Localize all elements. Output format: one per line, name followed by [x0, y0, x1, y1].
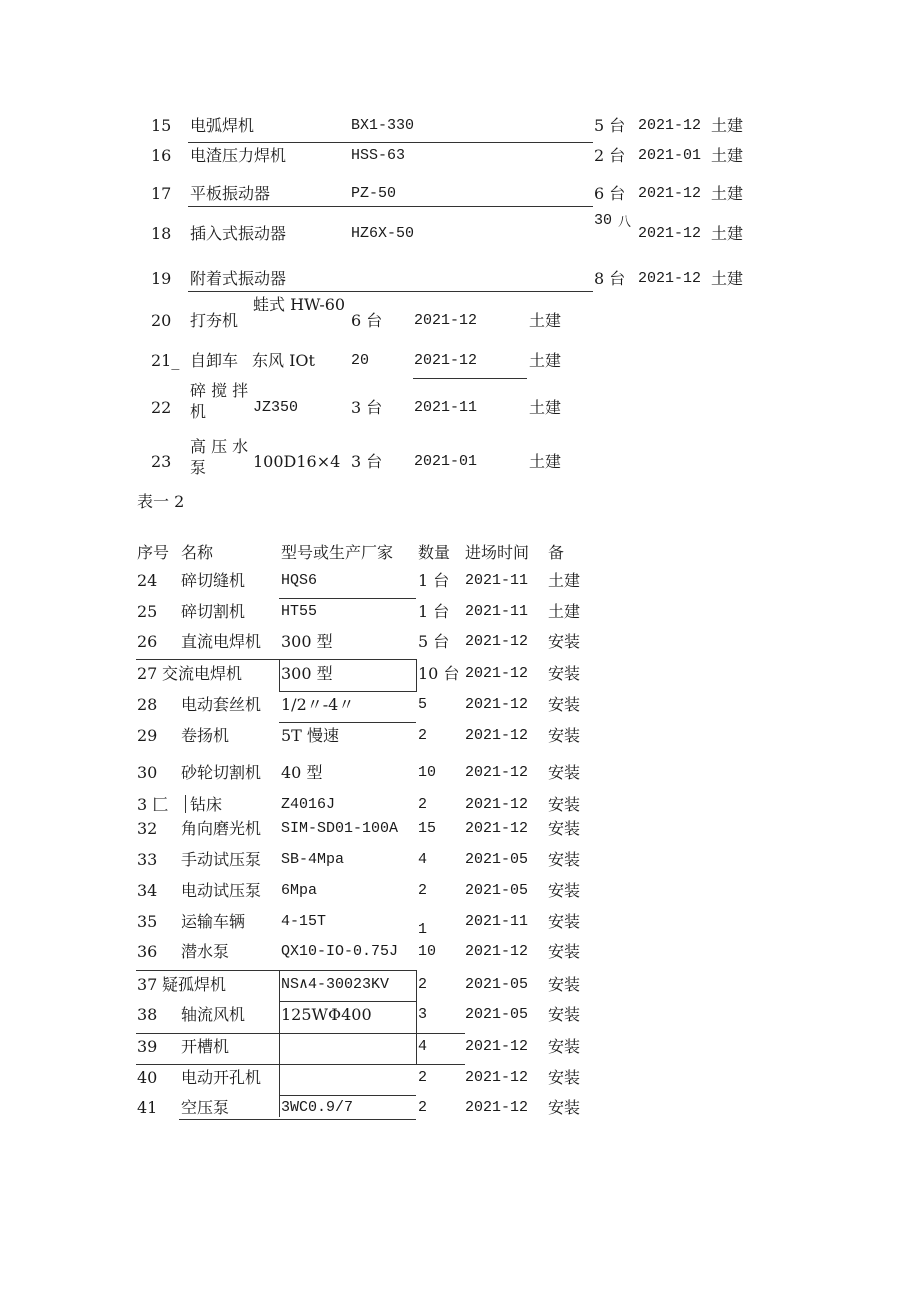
rule-line — [279, 1002, 280, 1117]
row-qty: 2 — [418, 796, 428, 813]
row-model: HQS6 — [281, 572, 318, 589]
header-qty: 数量 — [418, 543, 451, 562]
row-note: 安装 — [548, 1098, 581, 1117]
rule-line — [413, 378, 527, 379]
row-date: 2021-05 — [465, 1006, 529, 1023]
row-name: 角向磨光机 — [181, 819, 262, 838]
row-note: 安装 — [548, 850, 581, 869]
row-qty-suffix: 八 — [618, 215, 632, 230]
row-name: 打夯机 — [190, 311, 239, 330]
row-note: 土建 — [711, 116, 744, 135]
row-model: 125WΦ400 — [281, 1005, 372, 1024]
row-note: 安装 — [548, 1037, 581, 1056]
rule-line — [188, 291, 593, 292]
row-model: NS∧4-30023KV — [281, 976, 390, 993]
rule-line — [279, 598, 416, 599]
row-date: 2021-12 — [465, 796, 529, 813]
row-qty: 20 — [351, 352, 370, 369]
row-no: 41 — [137, 1098, 158, 1117]
header-date: 进场时间 — [465, 543, 530, 562]
row-no: 19 — [151, 269, 172, 288]
row-qty: 10 — [418, 764, 437, 781]
row-no: 26 — [137, 632, 158, 651]
row-name: 轴流风机 — [181, 1005, 246, 1024]
row-note: 安装 — [548, 664, 581, 683]
row-date: 2021-12 — [465, 727, 529, 744]
row-date: 2021-12 — [638, 270, 702, 287]
row-qty: 30 — [594, 212, 613, 229]
rule-line — [188, 142, 593, 143]
row-no: 27 — [137, 664, 158, 683]
rule-line — [136, 1033, 465, 1034]
row-note: 土建 — [711, 224, 744, 243]
row-note: 土建 — [529, 398, 562, 417]
row-model: 蛙式 HW-60 — [253, 295, 346, 314]
row-model: 40 型 — [281, 763, 323, 782]
header-model: 型号或生产厂家 — [281, 543, 394, 562]
row-name: 电弧焊机 — [190, 116, 255, 135]
row-name: 交流电焊机 — [162, 664, 243, 683]
row-name: 电动套丝机 — [181, 695, 262, 714]
row-no: 3 匚 — [137, 795, 169, 814]
row-name-line2: 机 — [190, 402, 207, 421]
row-no: 20 — [151, 311, 172, 330]
row-date: 2021-12 — [465, 820, 529, 837]
rule-line — [136, 1064, 465, 1065]
row-note: 安装 — [548, 912, 581, 931]
row-date: 2021-12 — [465, 665, 529, 682]
row-date: 2021-05 — [465, 976, 529, 993]
row-name: 手动试压泵 — [181, 850, 262, 869]
row-qty: 10 — [418, 943, 437, 960]
row-name: 自卸车 — [190, 351, 239, 370]
row-date: 2021-12 — [414, 312, 478, 329]
row-model: 300 型 — [281, 632, 333, 651]
row-qty: 2 — [418, 882, 428, 899]
row-name: 平板振动器 — [190, 184, 271, 203]
row-date: 2021-12 — [465, 1069, 529, 1086]
header-note: 备 — [548, 543, 565, 562]
row-note: 安装 — [548, 881, 581, 900]
row-date: 2021-11 — [465, 603, 529, 620]
row-date: 2021-12 — [638, 117, 702, 134]
row-note: 安装 — [548, 1068, 581, 1087]
row-date: 2021-12 — [465, 633, 529, 650]
row-date: 2021-12 — [465, 1099, 529, 1116]
row-qty: 2 台 — [594, 146, 626, 165]
row-name-line1: 碎 搅 拌 — [190, 381, 249, 400]
row-name: 空压泵 — [181, 1098, 230, 1117]
row-date: 2021-12 — [465, 696, 529, 713]
row-name: 开槽机 — [181, 1037, 230, 1056]
row-qty: 2 — [418, 1099, 428, 1116]
row-note: 安装 — [548, 763, 581, 782]
row-qty: 8 台 — [594, 269, 626, 288]
rule-line — [136, 659, 279, 660]
row-no: 29 — [137, 726, 158, 745]
row-model: 1/2〃-4〃 — [281, 695, 355, 714]
header-name: 名称 — [181, 543, 214, 562]
row-no: 17 — [151, 184, 172, 203]
row-name: 疑孤焊机 — [162, 975, 227, 994]
row-model: HZ6X-50 — [351, 225, 415, 242]
row-no: 16 — [151, 146, 172, 165]
row-no: 25 — [137, 602, 158, 621]
row-note: 安装 — [548, 975, 581, 994]
row-date: 2021-05 — [465, 851, 529, 868]
row-date: 2021-11 — [465, 572, 529, 589]
row-model: BX1-330 — [351, 117, 415, 134]
row-no: 18 — [151, 224, 172, 243]
row-no: 36 — [137, 942, 158, 961]
row-name: 碎切缝机 — [181, 571, 246, 590]
row-name-line2: 泵 — [190, 458, 207, 477]
header-no: 序号 — [137, 543, 170, 562]
row-qty: 3 — [418, 1006, 428, 1023]
row-date: 2021-12 — [638, 185, 702, 202]
row-qty: 6 台 — [594, 184, 626, 203]
row-no: 32 — [137, 819, 158, 838]
row-name: 卷扬机 — [181, 726, 230, 745]
row-note: 土建 — [548, 602, 581, 621]
row-name: 电动试压泵 — [181, 881, 262, 900]
row-note: 土建 — [548, 571, 581, 590]
row-note: 安装 — [548, 1005, 581, 1024]
row-model: 100D16×4 — [253, 452, 341, 471]
row-model: QX10-IO-0.75J — [281, 943, 399, 960]
row-qty: 2 — [418, 976, 428, 993]
row-no: 22 — [151, 398, 172, 417]
row-model: 6Mpa — [281, 882, 318, 899]
row-no: 33 — [137, 850, 158, 869]
row-no: 40 — [137, 1068, 158, 1087]
row-model: Z4016J — [281, 796, 336, 813]
rule-line — [188, 206, 593, 207]
row-model: 5T 慢速 — [281, 726, 339, 745]
row-note: 安装 — [548, 795, 581, 814]
row-no: 28 — [137, 695, 158, 714]
row-date: 2021-12 — [638, 225, 702, 242]
row-model: 东风 IOt — [252, 351, 315, 370]
rule-line — [185, 795, 186, 813]
row-date: 2021-01 — [638, 147, 702, 164]
row-name: 附着式振动器 — [190, 269, 287, 288]
rule-line — [279, 722, 416, 723]
row-no: 30 — [137, 763, 158, 782]
row-name: 潜水泵 — [181, 942, 230, 961]
row-no: 35 — [137, 912, 158, 931]
row-no: 39 — [137, 1037, 158, 1056]
row-name-line1: 高 压 水 — [190, 437, 249, 456]
row-name: 插入式振动器 — [190, 224, 287, 243]
rule-line — [279, 1095, 416, 1096]
rule-line — [136, 970, 279, 971]
row-name: 电动开孔机 — [181, 1068, 262, 1087]
row-note: 土建 — [529, 452, 562, 471]
row-no: 23 — [151, 452, 172, 471]
row-qty: 1 台 — [418, 602, 450, 621]
row-no: 37 — [137, 975, 158, 994]
row-note: 土建 — [529, 311, 562, 330]
row-note: 土建 — [529, 351, 562, 370]
row-name: 碎切割机 — [181, 602, 246, 621]
row-qty: 5 台 — [594, 116, 626, 135]
row-qty: 4 — [418, 1038, 428, 1055]
row-model: 3WC0.9/7 — [281, 1099, 354, 1116]
row-qty: 3 台 — [351, 398, 383, 417]
row-no: 38 — [137, 1005, 158, 1024]
row-date: 2021-12 — [465, 764, 529, 781]
row-note: 安装 — [548, 819, 581, 838]
row-note: 土建 — [711, 269, 744, 288]
row-name: 直流电焊机 — [181, 632, 262, 651]
row-qty: 5 台 — [418, 632, 450, 651]
row-qty: 6 台 — [351, 311, 383, 330]
row-qty: 4 — [418, 851, 428, 868]
row-model: HT55 — [281, 603, 318, 620]
row-qty: 2 — [418, 727, 428, 744]
row-model: SB-4Mpa — [281, 851, 345, 868]
row-note: 安装 — [548, 726, 581, 745]
row-name: 电渣压力焊机 — [190, 146, 287, 165]
row-note: 安装 — [548, 942, 581, 961]
row-qty: 15 — [418, 820, 437, 837]
row-name: 钻床 — [190, 795, 223, 814]
row-date: 2021-11 — [414, 399, 478, 416]
table-caption: 表一 2 — [137, 492, 185, 511]
row-date: 2021-12 — [465, 943, 529, 960]
row-qty: 1 — [418, 921, 428, 938]
row-name: 砂轮切割机 — [181, 763, 262, 782]
row-date: 2021-12 — [414, 352, 478, 369]
row-qty: 1 台 — [418, 571, 450, 590]
row-no: 21_ — [151, 351, 180, 370]
row-no: 34 — [137, 881, 158, 900]
rule-line — [179, 1119, 416, 1120]
row-qty: 5 — [418, 696, 428, 713]
row-model: PZ-50 — [351, 185, 397, 202]
row-date: 2021-01 — [414, 453, 478, 470]
row-qty: 10 台 — [418, 664, 460, 683]
row-name: 运输车辆 — [181, 912, 246, 931]
row-note: 土建 — [711, 146, 744, 165]
row-note: 土建 — [711, 184, 744, 203]
row-model: 300 型 — [281, 664, 333, 683]
row-model: JZ350 — [253, 399, 299, 416]
row-model: 4-15T — [281, 913, 327, 930]
row-no: 24 — [137, 571, 158, 590]
row-date: 2021-12 — [465, 1038, 529, 1055]
row-model: HSS-63 — [351, 147, 406, 164]
row-date: 2021-11 — [465, 913, 529, 930]
row-note: 安装 — [548, 695, 581, 714]
row-qty: 2 — [418, 1069, 428, 1086]
row-qty: 3 台 — [351, 452, 383, 471]
row-no: 15 — [151, 116, 172, 135]
row-date: 2021-05 — [465, 882, 529, 899]
row-model: SIM-SD01-100A — [281, 820, 399, 837]
row-note: 安装 — [548, 632, 581, 651]
